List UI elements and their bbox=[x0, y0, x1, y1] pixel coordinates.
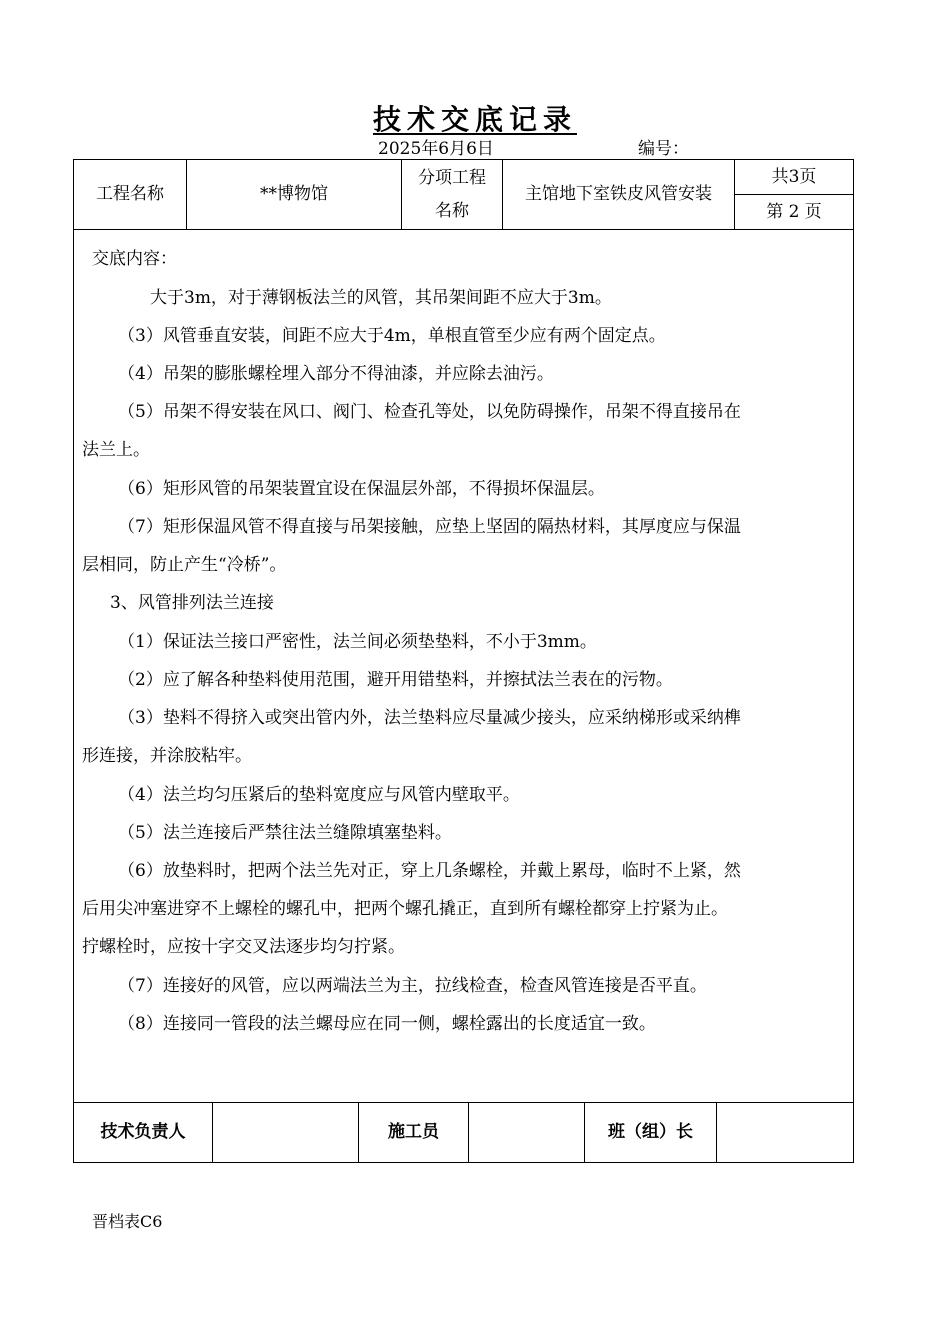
content-line: 形连接，并涂胶粘牢。 bbox=[82, 746, 252, 766]
subitem-label-line2: 名称 bbox=[435, 200, 469, 221]
content-line: 后用尖冲塞进穿不上螺栓的螺孔中，把两个螺孔撬正，直到所有螺栓都穿上拧紧为止。 bbox=[82, 899, 728, 919]
content-line: （5）法兰连接后严禁往法兰缝隙填塞垫料。 bbox=[118, 823, 452, 843]
content-line: （4）法兰均匀压紧后的垫料宽度应与风管内壁取平。 bbox=[118, 785, 520, 805]
content-line: 拧螺栓时，应按十字交叉法逐步均匀拧紧。 bbox=[82, 937, 405, 957]
content-line: （7）矩形保温风管不得直接与吊架接触，应垫上坚固的隔热材料，其厚度应与保温 bbox=[118, 517, 741, 537]
page-number: 第 2 页 bbox=[766, 201, 822, 222]
tech-lead-label: 技术负责人 bbox=[100, 1122, 186, 1142]
content-line: （1）保证法兰接口严密性，法兰间必须垫垫料，不小于3mm。 bbox=[118, 632, 597, 652]
content-line: 大于3m，对于薄钢板法兰的风管，其吊架间距不应大于3m。 bbox=[150, 288, 612, 308]
form-code: 晋档表C6 bbox=[92, 1212, 163, 1231]
table-border-right bbox=[853, 159, 854, 1163]
document-title: 技术交底记录 bbox=[372, 103, 577, 136]
subitem-label bbox=[402, 160, 502, 229]
tech-lead-signature[interactable] bbox=[213, 1103, 358, 1162]
table-border-left bbox=[73, 159, 74, 1163]
content-line: （3）垫料不得挤入或突出管内外，法兰垫料应尽量减少接头，应采纳梯形或采纳榫 bbox=[118, 708, 741, 728]
subitem-label-line1: 分项工程 bbox=[418, 167, 486, 188]
project-name-value: **博物馆 bbox=[260, 184, 328, 204]
content-line: （7）连接好的风管，应以两端法兰为主，拉线检查，检查风管连接是否平直。 bbox=[118, 976, 707, 996]
content-line: （2）应了解各种垫料使用范围，避开用错垫料，并擦拭法兰表在的污物。 bbox=[118, 670, 673, 690]
project-name-label: 工程名称 bbox=[96, 184, 164, 204]
total-pages: 共3页 bbox=[771, 166, 817, 187]
content-line: （5）吊架不得安装在风口、阀门、检查孔等处，以免防碍操作，吊架不得直接吊在 bbox=[118, 402, 741, 422]
content-line: （6）矩形风管的吊架装置宜设在保温层外部，不得损坏保温层。 bbox=[118, 479, 605, 499]
team-leader-signature[interactable] bbox=[717, 1103, 853, 1162]
worker-label: 施工员 bbox=[388, 1122, 439, 1142]
team-leader-label: 班（组）长 bbox=[608, 1122, 693, 1142]
content-heading: 交底内容： bbox=[92, 249, 177, 269]
number-label: 编号： bbox=[638, 139, 689, 159]
content-line: 法兰上。 bbox=[82, 440, 150, 460]
section-heading: 3、风管排列法兰连接 bbox=[110, 593, 274, 613]
content-line: （4）吊架的膨胀螺栓埋入部分不得油漆，并应除去油污。 bbox=[118, 364, 554, 384]
worker-signature[interactable] bbox=[469, 1103, 584, 1162]
content-line: 层相同，防止产生“冷桥”。 bbox=[82, 555, 287, 575]
content-line: （6）放垫料时，把两个法兰先对正，穿上几条螺栓，并戴上累母，临时不上紧，然 bbox=[118, 861, 741, 881]
date: 2025年6月6日 bbox=[378, 139, 494, 159]
header-row-bottom bbox=[73, 229, 854, 230]
content-line: （3）风管垂直安装，间距不应大于4m，单根直管至少应有两个固定点。 bbox=[118, 326, 666, 346]
subitem-value: 主馆地下室铁皮风管安装 bbox=[525, 184, 712, 204]
table-border-bottom bbox=[73, 1162, 854, 1163]
content-line: （8）连接同一管段的法兰螺母应在同一侧，螺栓露出的长度适宜一致。 bbox=[118, 1014, 656, 1034]
